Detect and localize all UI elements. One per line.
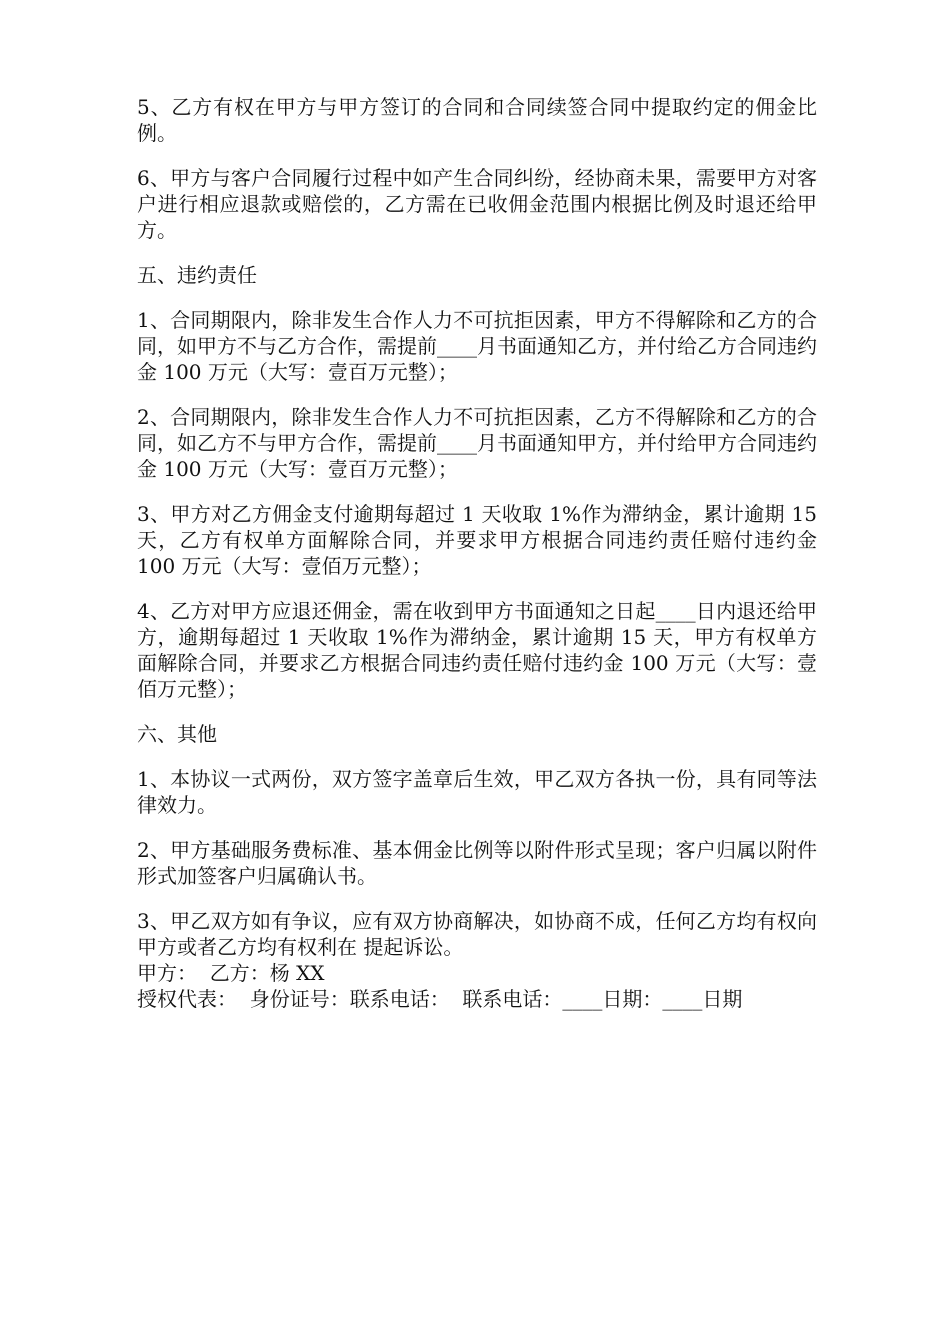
clause-5-1: 1、合同期限内，除非发生合作人力不可抗拒因素，甲方不得解除和乙方的合同，如甲方不与乙方合作，需提前____月书面通知乙方，并付给乙方合同违约金 100 万元（大写：壹百万元整）； (137, 308, 817, 384)
clause-5-3: 3、甲方对乙方佣金支付逾期每超过 1 天收取 1%作为滞纳金，累计逾期 15 天，乙方有权单方面解除合同，并要求甲方根据合同违约责任赔付违约金 100 万元（大写：壹佰万元整）； (137, 502, 824, 578)
signature-parties: 甲方： 乙方：杨 XX (137, 961, 325, 985)
section-6-heading: 六、其他 (137, 722, 217, 746)
clause-5-4: 4、乙方对甲方应退还佣金，需在收到甲方书面通知之日起____日内退还给甲方，逾期每超过 1 天收取 1%作为滞纳金，累计逾期 15 天，甲方有权单方面解除合同，并要求乙方根据合同违约责任赔付违约金 100 万元（大写：壹佰万元整）； (137, 599, 817, 701)
clause-4-5: 5、乙方有权在甲方与甲方签订的合同和合同续签合同中提取约定的佣金比例。 (137, 95, 817, 145)
contract-page (137, 94, 824, 1012)
clause-6-3: 3、甲乙双方如有争议，应有双方协商解决，如协商不成，任何乙方均有权向甲方或者乙方均有权利在 提起诉讼。 (137, 909, 817, 959)
clause-4-6: 6、甲方与客户合同履行过程中如产生合同纠纷，经协商未果，需要甲方对客户进行相应退款或赔偿的，乙方需在已收佣金范围内根据比例及时退还给甲方。 (137, 166, 817, 242)
section-5-heading: 五、违约责任 (137, 263, 257, 287)
clause-6-1: 1、本协议一式两份，双方签字盖章后生效，甲乙双方各执一份，具有同等法律效力。 (137, 767, 817, 817)
clause-5-2: 2、合同期限内，除非发生合作人力不可抗拒因素，乙方不得解除和乙方的合同，如乙方不与甲方合作，需提前____月书面通知甲方，并付给甲方合同违约金 100 万元（大写：壹百万元整）； (137, 405, 817, 481)
clause-6-2: 2、甲方基础服务费标准、基本佣金比例等以附件形式呈现；客户归属以附件形式加签客户归属确认书。 (137, 838, 817, 888)
signature-details: 授权代表： 身份证号：联系电话： 联系电话：____日期：____日期 (137, 987, 743, 1011)
